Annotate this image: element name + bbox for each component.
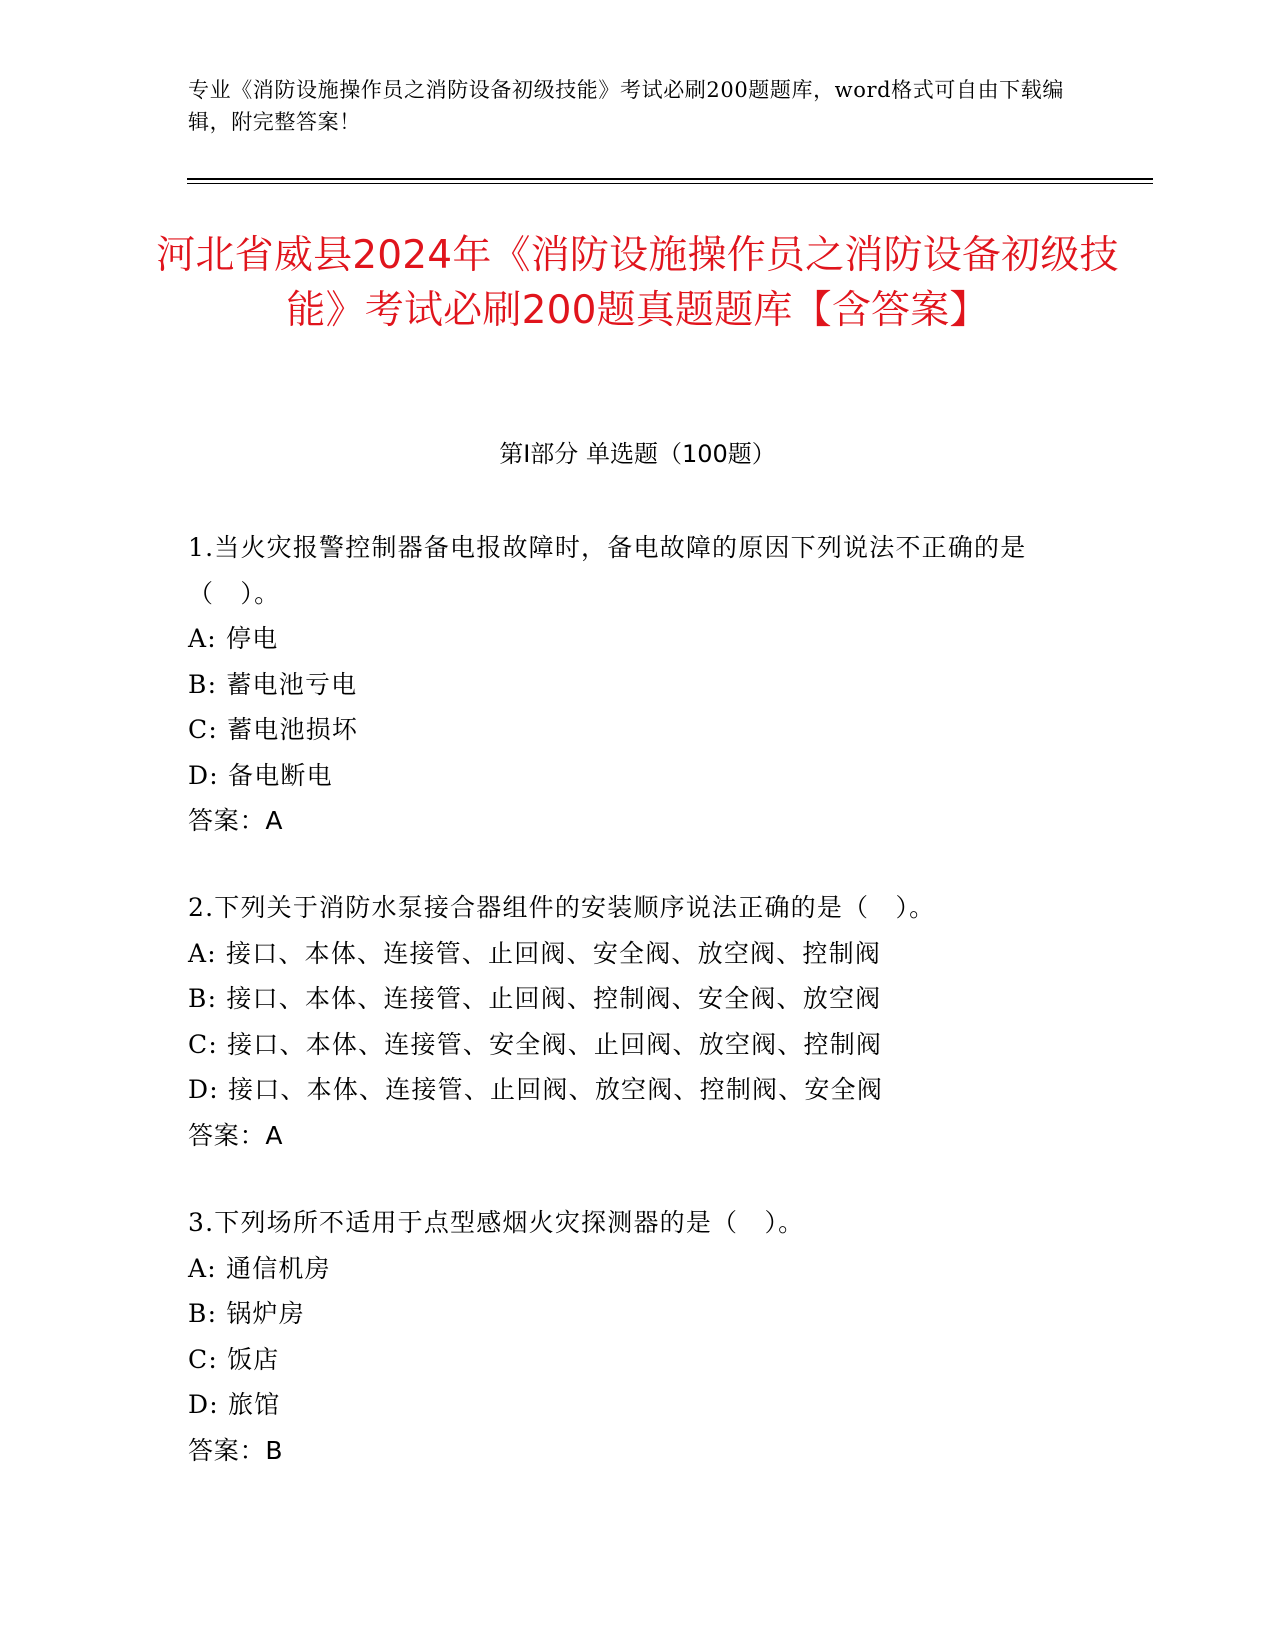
- question-block: [188, 885, 1088, 1158]
- question-stem: 3.下列场所不适用于点型感烟火灾探测器的是（ ）。: [188, 1208, 805, 1237]
- question-stem: 2.下列关于消防水泵接合器组件的安装顺序说法正确的是（ ）。: [188, 893, 936, 922]
- document-title: 河北省威县2024年《消防设施操作员之消防设备初级技能》考试必刷200题真题题库【含答案】: [156, 233, 1119, 333]
- question-block: [188, 525, 1088, 844]
- answer-line: 答案：A: [188, 806, 284, 835]
- option-b: B: 接口、本体、连接管、止回阀、控制阀、安全阀、放空阀: [188, 984, 882, 1013]
- answer-line: 答案：A: [188, 1120, 284, 1150]
- header-note: 专业《消防设施操作员之消防设备初级技能》考试必刷200题题库，word格式可自由下载编辑，附完整答案！: [188, 78, 1064, 134]
- header-divider-thin: [187, 183, 1153, 184]
- option-a: A: 通信机房: [188, 1253, 331, 1283]
- option-a: A: 接口、本体、连接管、止回阀、安全阀、放空阀、控制阀: [188, 938, 882, 968]
- option-d: D: 旅馆: [188, 1390, 281, 1419]
- option-c: C: 饭店: [188, 1344, 280, 1374]
- option-a: A: 停电: [188, 624, 279, 653]
- option-d: D: 备电断电: [188, 760, 333, 790]
- question-stem: 1.当火灾报警控制器备电报故障时，备电故障的原因下列说法不正确的是（ ）。: [188, 533, 1027, 608]
- option-d: D: 接口、本体、连接管、止回阀、放空阀、控制阀、安全阀: [188, 1075, 884, 1104]
- option-b: B: 锅炉房: [188, 1299, 305, 1328]
- question-block: [188, 1200, 1088, 1473]
- option-c: C: 接口、本体、连接管、安全阀、止回阀、放空阀、控制阀: [188, 1029, 883, 1059]
- answer-line: 答案：B: [188, 1435, 284, 1465]
- header-divider-thick: [187, 178, 1153, 180]
- option-c: C: 蓄电池损坏: [188, 715, 359, 744]
- option-b: B: 蓄电池亏电: [188, 669, 358, 699]
- section-heading: 第Ⅰ部分 单选题（100题）: [499, 440, 776, 468]
